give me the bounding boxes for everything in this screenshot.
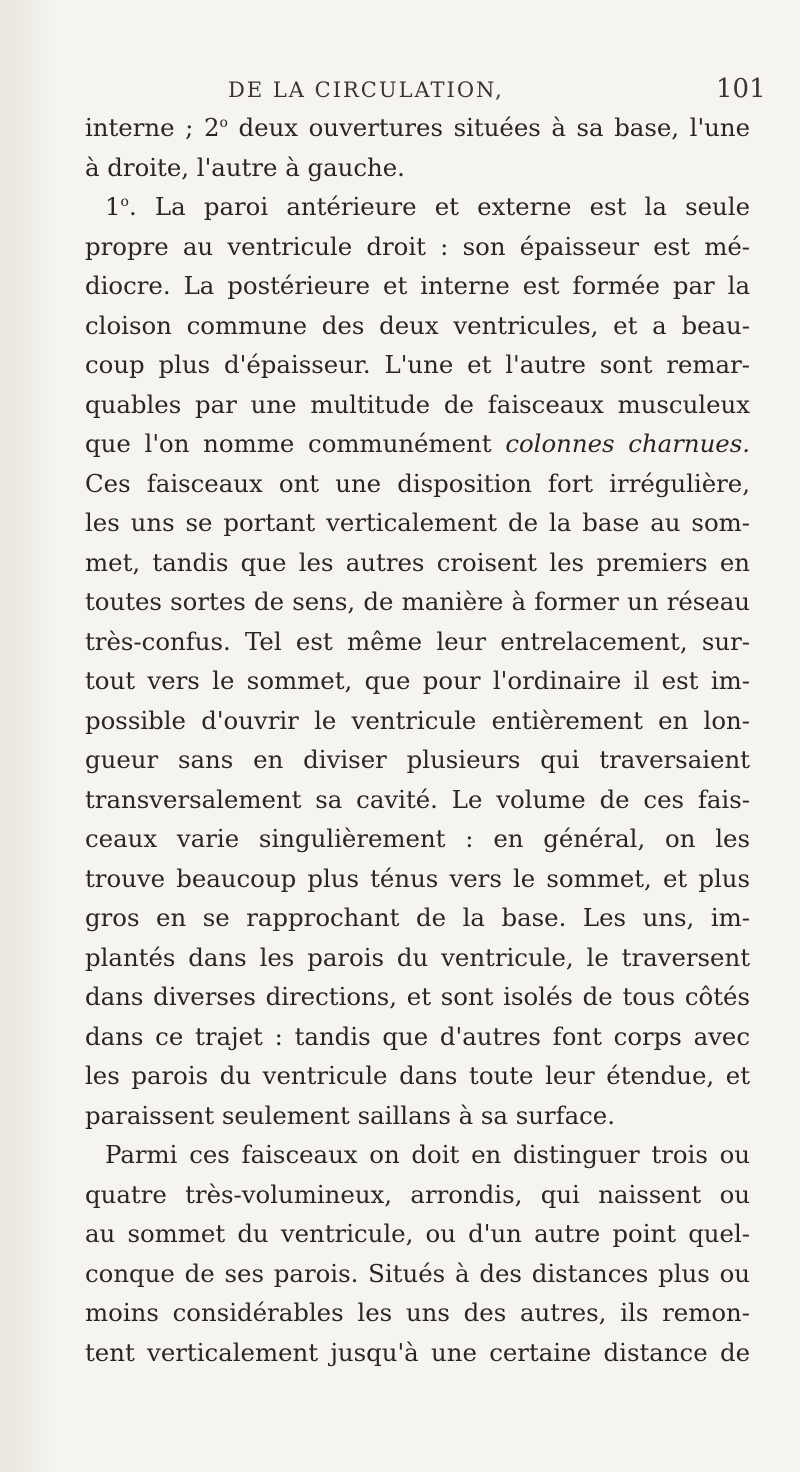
text-line: au sommet du ventricule, ou d'un autre point quel-	[85, 1219, 750, 1248]
page-gutter-shadow	[0, 0, 58, 1472]
text-line: dans ce trajet : tandis que d'autres font corps avec	[85, 1021, 750, 1051]
text-line: gros en se rapprochant de la base. Les uns, im-	[85, 903, 750, 932]
text-line: coup plus d'épaisseur. L'une et l'autre sont remar-	[85, 350, 750, 379]
text-line: interne ; 2$^o$ deux ouvertures situées à sa base, l'une	[85, 113, 750, 142]
text-line: tent verticalement jusqu'à une certaine distance de	[85, 1337, 750, 1367]
text-line: met, tandis que les autres croisent les premiers en	[85, 547, 750, 577]
text-line: tout vers le sommet, que pour l'ordinaire il est im-	[85, 666, 750, 695]
text-line: que l'on nomme communément colonnes charnues.	[85, 429, 750, 458]
text-line: quatre très-volumineux, arrondis, qui naissent ou	[85, 1179, 750, 1209]
text-line: les uns se portant verticalement de la base au som-	[85, 508, 750, 537]
running-head: DE LA CIRCULATION,	[228, 78, 504, 102]
text-line: toutes sortes de sens, de manière à former un réseau	[85, 587, 750, 616]
text-line: à droite, l'autre à gauche.	[85, 152, 405, 182]
text-line: dans diverses directions, et sont isolés de tous côtés	[85, 982, 750, 1011]
text-line: ceaux varie singulièrement : en général, on les	[85, 824, 750, 853]
text-line: très-confus. Tel est même leur entrelacement, sur-	[85, 626, 750, 656]
text-line: les parois du ventricule dans toute leur étendue, et	[85, 1061, 750, 1090]
text-line: gueur sans en diviser plusieurs qui traversaient	[85, 745, 750, 774]
text-line: moins considérables les uns des autres, ils remon-	[85, 1298, 750, 1327]
page-number: 101	[716, 74, 766, 104]
text-line: quables par une multitude de faisceaux musculeux	[85, 389, 750, 419]
text-line: paraissent seulement saillans à sa surface.	[85, 1100, 615, 1130]
text-line: cloison commune des deux ventricules, et a beau-	[85, 310, 750, 340]
text-line: Parmi ces faisceaux on doit en distinguer trois ou	[105, 1140, 750, 1169]
text-line: plantés dans les parois du ventricule, le traversent	[85, 942, 750, 972]
text-line: transversalement sa cavité. Le volume de ces fais-	[85, 784, 750, 814]
text-line: conque de ses parois. Situés à des distances plus ou	[85, 1258, 750, 1288]
text-line: 1$^o$. La paroi antérieure et externe est la seule	[105, 192, 750, 221]
page-header	[0, 70, 800, 110]
body-text	[85, 108, 750, 1372]
text-line: trouve beaucoup plus ténus vers le sommet, et plus	[85, 863, 750, 893]
text-line: diocre. La postérieure et interne est formée par la	[85, 271, 750, 300]
text-line: propre au ventricule droit : son épaisseur est mé-	[85, 231, 750, 261]
text-line: Ces faisceaux ont une disposition fort irrégulière,	[85, 468, 750, 498]
text-line: possible d'ouvrir le ventricule entièrement en lon-	[85, 705, 750, 735]
